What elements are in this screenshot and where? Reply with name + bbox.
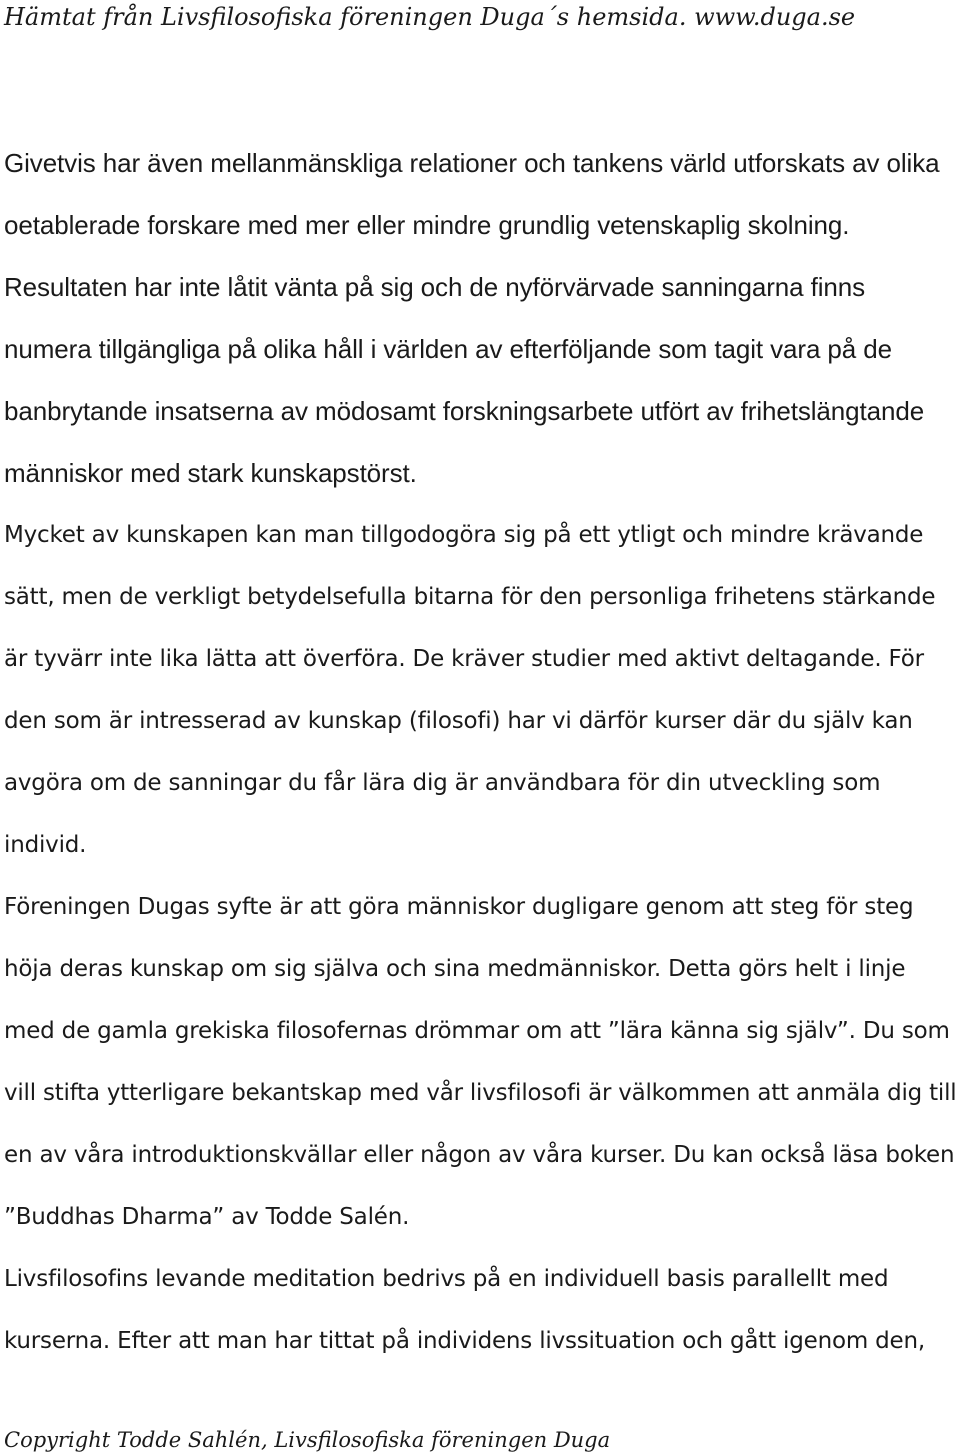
paragraph-line: kurserna. Efter att man har tittat på individens livssituation och gått igenom den, xyxy=(4,1328,925,1354)
paragraph-line: sätt, men de verkligt betydelsefulla bitarna för den personliga frihetens stärkande xyxy=(4,584,936,610)
page-footer: Copyright Todde Sahlén, Livsfilosofiska föreningen Duga xyxy=(4,1428,611,1452)
paragraph-line: numera tillgängliga på olika håll i världen av efterföljande som tagit vara på de xyxy=(4,334,892,364)
paragraph-line: vill stifta ytterligare bekantskap med vår livsfilosofi är välkommen att anmäla dig till xyxy=(4,1080,957,1106)
paragraph-line: höja deras kunskap om sig själva och sina medmänniskor. Detta görs helt i linje xyxy=(4,956,906,982)
paragraph-line: banbrytande insatserna av mödosamt forskningsarbete utfört av frihetslängtande xyxy=(4,396,925,426)
paragraph-line: en av våra introduktionskvällar eller någon av våra kurser. Du kan också läsa boken xyxy=(4,1142,955,1168)
paragraph-line: Livsfilosofins levande meditation bedrivs på en individuell basis parallellt med xyxy=(4,1266,889,1292)
paragraph-line: med de gamla grekiska filosofernas drömmar om att ”lära känna sig själv”. Du som xyxy=(4,1018,950,1044)
paragraph-line: Givetvis har även mellanmänskliga relationer och tankens värld utforskats av olika xyxy=(4,148,940,178)
paragraph-line: Mycket av kunskapen kan man tillgodogöra sig på ett ytligt och mindre krävande xyxy=(4,522,924,548)
paragraph-line: människor med stark kunskapstörst. xyxy=(4,458,417,488)
paragraph-line: oetablerade forskare med mer eller mindre grundlig vetenskaplig skolning. xyxy=(4,210,850,240)
paragraph-line: ”Buddhas Dharma” av Todde Salén. xyxy=(4,1204,410,1230)
paragraph-line: Föreningen Dugas syfte är att göra människor dugligare genom att steg för steg xyxy=(4,894,914,920)
paragraph-line: individ. xyxy=(4,832,87,858)
page-header: Hämtat från Livsfilosofiska föreningen Duga´s hemsida. www.duga.se xyxy=(4,3,856,31)
paragraph-line: avgöra om de sanningar du får lära dig är användbara för din utveckling som xyxy=(4,770,881,796)
paragraph-line: är tyvärr inte lika lätta att överföra. De kräver studier med aktivt deltagande. För xyxy=(4,646,924,672)
paragraph-line: den som är intresserad av kunskap (filosofi) har vi därför kurser där du själv kan xyxy=(4,708,913,734)
paragraph-line: Resultaten har inte låtit vänta på sig och de nyförvärvade sanningarna finns xyxy=(4,272,866,302)
